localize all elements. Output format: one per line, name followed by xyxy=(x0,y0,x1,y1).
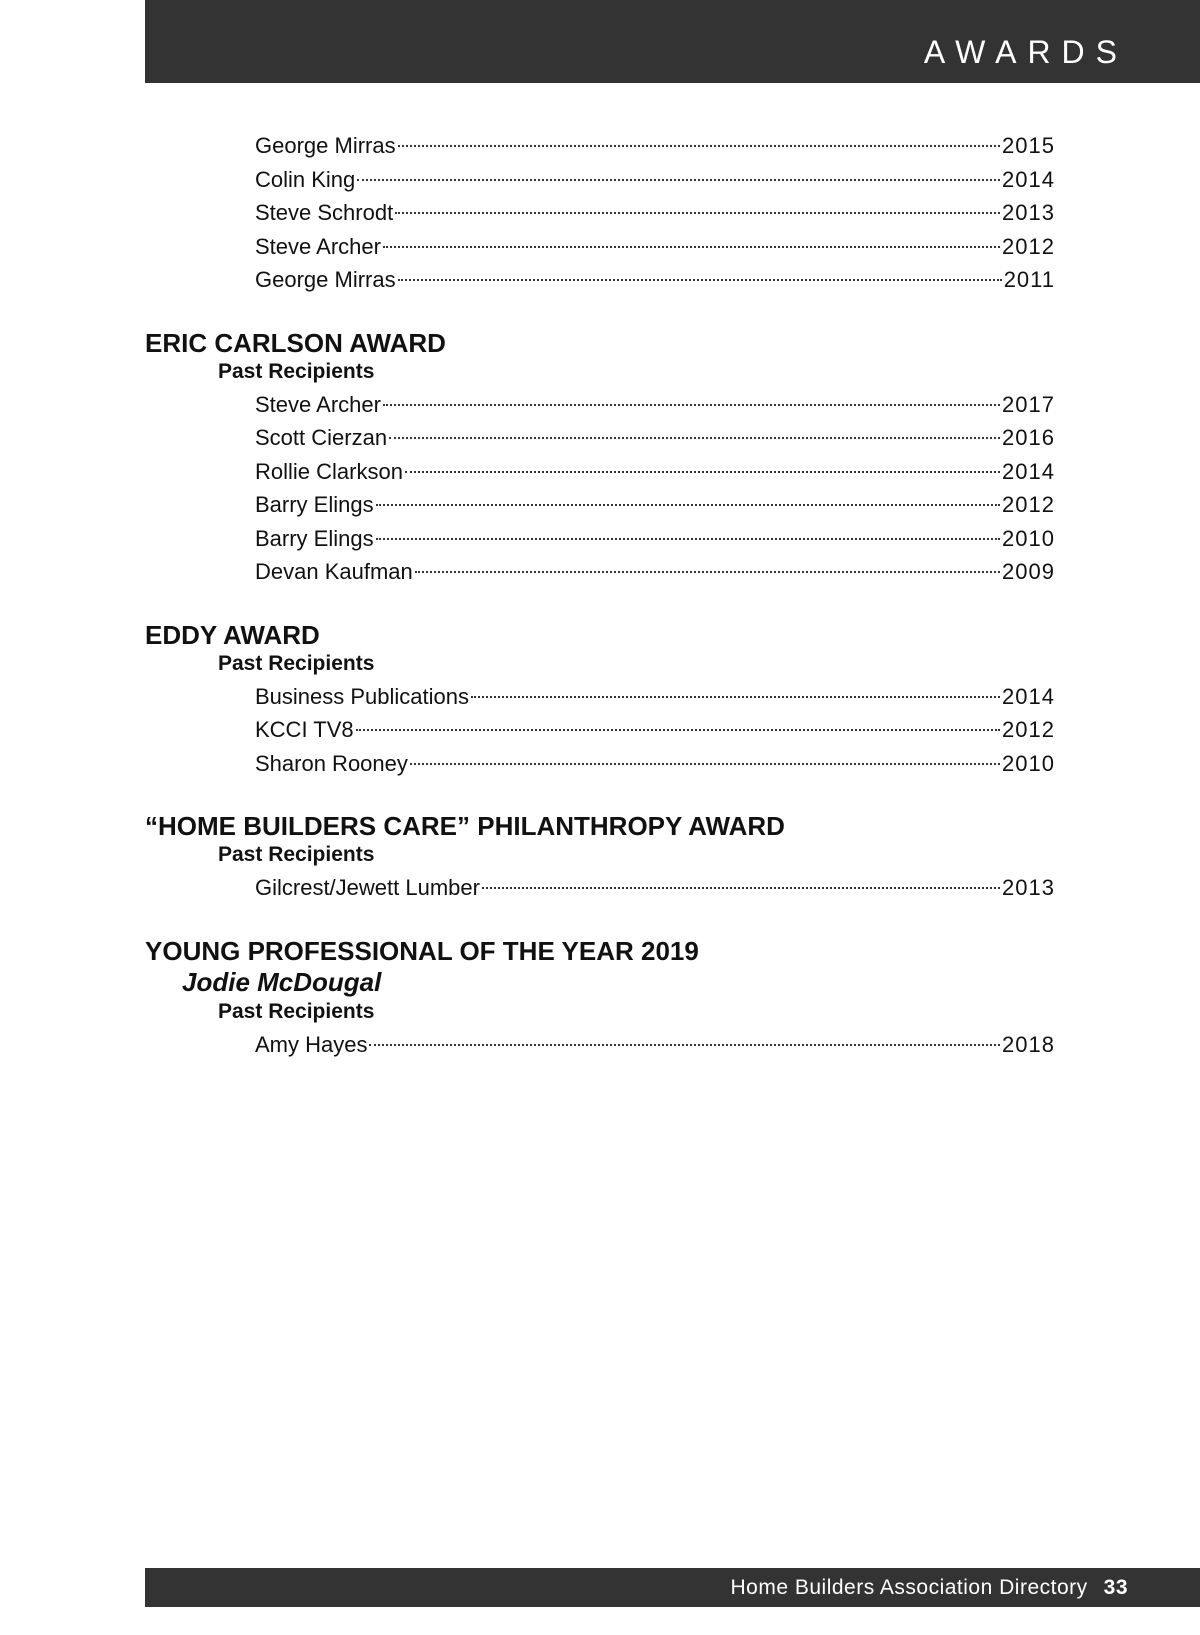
award-section-young-professional xyxy=(145,935,1055,1059)
award-section-philanthropy xyxy=(145,811,1055,902)
dot-leader xyxy=(369,1025,1000,1052)
recipient-year: 2016 xyxy=(1002,425,1055,450)
recipient-entry xyxy=(255,452,1055,486)
award-section-continued xyxy=(145,126,1055,294)
recipient-entry xyxy=(255,418,1055,452)
recipient-entry xyxy=(255,552,1055,586)
awards-content xyxy=(145,126,1055,1058)
dot-leader xyxy=(410,744,1000,771)
recipient-entry xyxy=(255,260,1055,294)
recipient-name: Steve Archer xyxy=(255,391,381,417)
dot-leader xyxy=(356,710,1000,737)
recipient-name: Colin King xyxy=(255,166,356,192)
recipient-entry xyxy=(255,710,1055,744)
past-recipients-label: Past Recipients xyxy=(218,843,375,866)
past-recipients-label: Past Recipients xyxy=(218,651,375,675)
recipient-list xyxy=(255,677,1055,778)
recipient-year: 2012 xyxy=(1002,233,1055,259)
recipient-entry xyxy=(255,519,1055,553)
recipient-name: George Mirras xyxy=(255,133,396,158)
recipient-year: 2011 xyxy=(1003,267,1055,292)
recipient-entry xyxy=(255,677,1055,711)
publication-name: Home Builders Association Directory xyxy=(730,1576,1088,1599)
footer-text xyxy=(731,1574,1129,1601)
recipient-year: 2014 xyxy=(1002,683,1055,709)
recipient-entry xyxy=(255,227,1055,261)
recipient-entry xyxy=(255,744,1055,778)
page-number: 33 xyxy=(1103,1576,1128,1599)
recipient-name: Scott Cierzan xyxy=(255,425,388,450)
current-honoree: Jodie McDougal xyxy=(182,966,382,997)
award-title: EDDY AWARD xyxy=(145,619,320,650)
recipient-list xyxy=(255,868,1055,902)
dot-leader xyxy=(405,452,1000,479)
dot-leader xyxy=(376,519,1000,546)
dot-leader xyxy=(398,260,1002,287)
recipient-name: Gilcrest/Jewett Lumber xyxy=(255,875,480,900)
dot-leader xyxy=(398,126,1000,153)
award-section-eric-carlson xyxy=(145,327,1055,586)
footer-bar xyxy=(145,1568,1200,1607)
recipient-year: 2015 xyxy=(1002,133,1055,158)
recipient-year: 2010 xyxy=(1002,525,1055,551)
recipient-list xyxy=(255,126,1055,294)
recipient-year: 2010 xyxy=(1002,750,1055,776)
dot-leader xyxy=(471,677,1000,704)
header-bar xyxy=(145,0,1200,83)
recipient-name: Devan Kaufman xyxy=(255,559,413,584)
dot-leader xyxy=(482,868,1000,895)
recipient-entry xyxy=(255,485,1055,519)
recipient-name: Business Publications xyxy=(255,683,470,709)
recipient-entry xyxy=(255,385,1055,419)
dot-leader xyxy=(376,485,1000,512)
dot-leader xyxy=(357,160,1000,187)
recipient-list xyxy=(255,1025,1055,1059)
recipient-entry xyxy=(255,193,1055,227)
recipient-name: Rollie Clarkson xyxy=(255,458,403,484)
recipient-name: Sharon Rooney xyxy=(255,750,408,776)
recipient-year: 2013 xyxy=(1002,875,1055,900)
recipient-year: 2009 xyxy=(1002,559,1055,584)
recipient-year: 2012 xyxy=(1002,717,1055,742)
past-recipients-label: Past Recipients xyxy=(218,999,375,1023)
recipient-year: 2018 xyxy=(1002,1031,1055,1057)
recipient-name: George Mirras xyxy=(255,267,396,292)
recipient-entry xyxy=(255,1025,1055,1059)
recipient-name: KCCI TV8 xyxy=(255,717,354,742)
recipient-name: Barry Elings xyxy=(255,525,374,551)
recipient-entry xyxy=(255,868,1055,902)
recipient-year: 2017 xyxy=(1002,391,1055,417)
dot-leader xyxy=(395,193,1000,220)
recipient-name: Steve Schrodt xyxy=(255,200,394,225)
recipient-entry xyxy=(255,160,1055,194)
dot-leader xyxy=(383,227,1000,254)
dot-leader xyxy=(389,418,1000,445)
recipient-name: Barry Elings xyxy=(255,492,374,517)
award-title: ERIC CARLSON AWARD xyxy=(145,327,446,358)
award-section-eddy xyxy=(145,619,1055,778)
recipient-year: 2014 xyxy=(1002,166,1055,192)
award-title: YOUNG PROFESSIONAL OF THE YEAR 2019 xyxy=(145,935,699,966)
page-section-title: AWARDS xyxy=(923,34,1128,70)
recipient-name: Amy Hayes xyxy=(255,1031,368,1057)
recipient-list xyxy=(255,385,1055,586)
recipient-year: 2014 xyxy=(1002,458,1055,484)
recipient-entry xyxy=(255,126,1055,160)
award-title: “HOME BUILDERS CARE” PHILANTHROPY AWARD xyxy=(145,811,785,841)
recipient-year: 2013 xyxy=(1002,200,1055,225)
recipient-name: Steve Archer xyxy=(255,233,381,259)
past-recipients-label: Past Recipients xyxy=(218,359,375,383)
recipient-year: 2012 xyxy=(1002,492,1055,517)
dot-leader xyxy=(415,552,1000,579)
dot-leader xyxy=(383,385,1000,412)
